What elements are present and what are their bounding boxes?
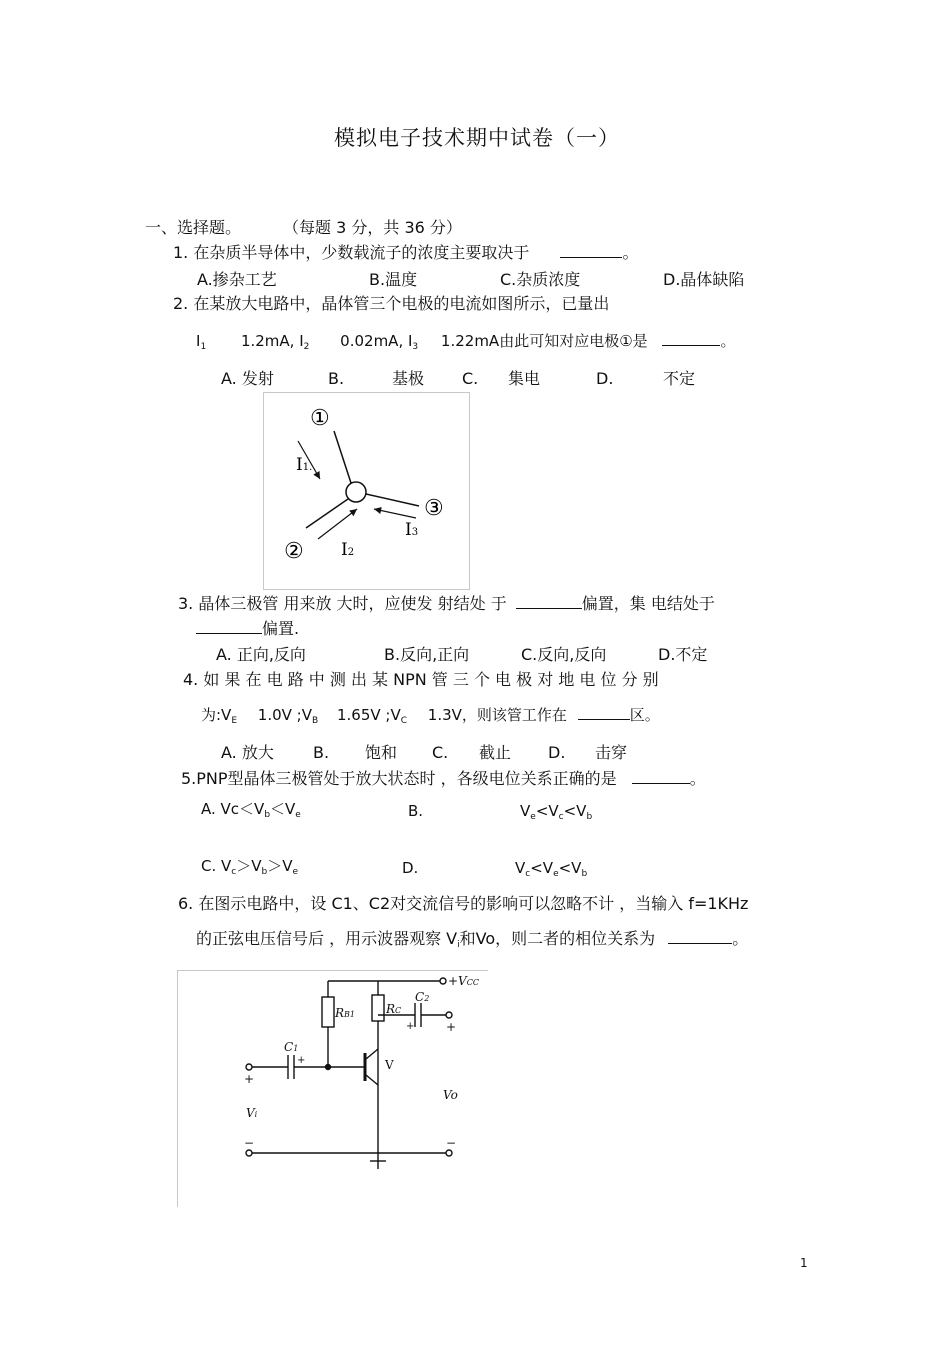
q5-option-c: C. $V_c>V_b>V_e$	[201, 857, 299, 877]
q2-currents	[196, 331, 735, 357]
q6-vi-sub: i	[457, 940, 460, 950]
q2-option-a: A. 发射	[221, 369, 274, 388]
lead-3	[366, 494, 419, 506]
transistor-collector	[366, 1049, 378, 1059]
label-n2: ②	[284, 539, 304, 564]
label-vcc: +VCC	[448, 974, 479, 988]
q4-option-b: 饱和	[365, 743, 398, 762]
q4-vb-sub: B	[312, 716, 319, 726]
transistor-current-figure	[263, 392, 470, 590]
amplifier-circuit-diagram	[178, 971, 488, 1207]
q5-stem-text: 5.PNP型晶体三极管处于放大状态时 ，各级电位关系正确的是	[181, 769, 617, 788]
q5-option-b: $V_e<V_c<V_b$	[520, 802, 593, 822]
answer-blank	[196, 619, 262, 634]
section-header: 一、选择题。	[145, 218, 242, 237]
q3-option-d: D.不定	[658, 645, 708, 664]
answer-blank	[560, 243, 622, 258]
q6-end: 。	[732, 929, 749, 948]
q4-option-d-letter: D.	[548, 743, 566, 762]
q4-vc-sub: C	[400, 716, 408, 726]
q2-option-d-letter: D.	[596, 369, 614, 388]
q2-option-c-letter: C.	[462, 369, 479, 388]
q2-i1-sub: 1	[200, 342, 207, 352]
q2-option-b-letter: B.	[328, 369, 345, 388]
label-n1: ①	[310, 406, 330, 431]
arrow-i3	[374, 509, 416, 518]
q5-option-c-text: C. V	[201, 857, 232, 875]
label-vo-plus: +	[446, 1020, 457, 1034]
vo-minus-terminal	[446, 1150, 452, 1156]
q2-option-b: 基极	[392, 369, 425, 388]
q1-end: 。	[622, 243, 639, 262]
page-number: 1	[800, 1256, 808, 1270]
node-circle	[346, 482, 366, 502]
label-vi: Vi	[246, 1106, 258, 1120]
q1-stem-text: 1. 在杂质半导体中，少数载流子的浓度主要取决于	[173, 243, 530, 262]
label-i2: I2	[341, 540, 355, 560]
vi-plus-terminal	[246, 1064, 252, 1070]
label-i3: I3	[405, 520, 419, 540]
q4-option-c-letter: C.	[432, 743, 449, 762]
q4-option-b-letter: B.	[313, 743, 330, 762]
q4-option-d: 击穿	[595, 743, 628, 762]
q2-i1-value: 1.2mA, I	[240, 332, 304, 350]
q5-end: 。	[689, 769, 706, 788]
q3-line2	[196, 619, 299, 639]
q2-i3-value: 1.22mA	[440, 332, 500, 350]
junction-dot	[326, 1065, 331, 1070]
q4-vb-value: 1.65V ;V	[336, 706, 401, 724]
label-c1: C1	[284, 1040, 299, 1054]
answer-blank	[578, 705, 630, 720]
answer-blank	[516, 594, 582, 609]
label-rc: RC	[386, 1002, 402, 1016]
q1-stem	[173, 243, 638, 263]
q3-line1-b: 偏置，集 电结处于	[581, 594, 715, 613]
page-title: 模拟电子技术期中试卷（一）	[334, 126, 620, 150]
arrow-i2	[318, 509, 357, 539]
q6-line2-a: 的正弦电压信号后 ，用示波器观察 V	[196, 929, 458, 948]
q6-line2	[196, 929, 748, 955]
label-c2-plus: +	[406, 1021, 415, 1032]
q2-i3-sub: 3	[412, 342, 419, 352]
q4-option-c: 截止	[479, 743, 512, 762]
rb1-resistor	[322, 997, 334, 1027]
q2-i1: I	[196, 332, 201, 350]
lead-1	[334, 431, 351, 483]
label-c1-plus: +	[297, 1055, 306, 1066]
q5-option-a: A. $Vc<V_b<V_e$	[201, 800, 301, 820]
label-vi-minus: −	[244, 1136, 255, 1150]
label-rb1: RB1	[335, 1006, 356, 1020]
q3-line1-a: 3. 晶体三极管 用来放 大时，应使发 射结处 于	[178, 594, 507, 613]
q3-option-c: C.反向,反向	[521, 645, 607, 664]
transistor-emitter	[366, 1075, 378, 1085]
vo-plus-terminal	[446, 1012, 452, 1018]
q4-ve-value: 1.0V ;V	[257, 706, 312, 724]
vcc-terminal	[440, 978, 446, 984]
q4-vc-value: 1.3V，则该管工作在	[427, 706, 567, 724]
q2-stem: 2. 在某放大电路中，晶体管三个电极的电流如图所示，已量出	[173, 294, 610, 313]
q5-stem	[181, 769, 706, 789]
amplifier-circuit-figure	[177, 970, 488, 1207]
answer-blank	[662, 331, 720, 346]
q4-line1: 4. 如 果 在 电 路 中 测 出 某 NPN 管 三 个 电 极 对 地 电 位 分 别	[183, 670, 659, 689]
q4-end: 区。	[629, 706, 660, 724]
vi-minus-terminal	[246, 1150, 252, 1156]
q1-option-c: C.杂质浓度	[500, 270, 581, 289]
label-vi-plus: +	[244, 1072, 255, 1086]
label-c2: C2	[415, 990, 430, 1004]
q6-line1: 6. 在图示电路中，设 C1、C2对交流信号的影响可以忽略不计 ，当输入 f=1KHz	[178, 894, 749, 913]
q1-option-d: D.晶体缺陷	[663, 270, 745, 289]
rc-resistor	[372, 995, 384, 1021]
q5-option-d: $V_c<V_e<V_b$	[515, 859, 588, 879]
label-v: V	[385, 1058, 394, 1072]
q6-line2-b: 和Vo，则二者的相位关系为	[459, 929, 656, 948]
q1-option-b: B.温度	[369, 270, 418, 289]
q3-option-a: A. 正向,反向	[216, 645, 306, 664]
label-i1: I1.	[296, 455, 313, 475]
q2-end: 。	[720, 332, 736, 350]
q3-option-b: B.反向,正向	[384, 645, 470, 664]
q5-option-a-text: A. Vc＜V	[201, 800, 265, 818]
q2-i2-value: 0.02mA, I	[340, 332, 413, 350]
label-vo: Vo	[443, 1088, 458, 1102]
q5-option-d-letter: D.	[402, 859, 419, 877]
transistor-current-diagram	[264, 393, 469, 589]
q2-option-c: 集电	[508, 369, 541, 388]
lead-2	[306, 499, 348, 528]
answer-blank	[668, 929, 732, 944]
q2-option-d: 不定	[663, 369, 696, 388]
label-vo-minus: −	[446, 1136, 457, 1150]
section-scoring: （每题 3 分，共 36 分）	[283, 218, 462, 237]
q1-option-a: A.掺杂工艺	[197, 270, 277, 289]
q2-tail: 由此可知对应电极①是	[499, 332, 648, 350]
q4-option-a: A. 放大	[221, 743, 274, 762]
q3-line1	[178, 594, 715, 614]
q5-option-b-letter: B.	[408, 802, 424, 820]
q2-i2-sub: 2	[303, 342, 310, 352]
answer-blank	[632, 769, 690, 784]
label-n3: ③	[424, 496, 444, 521]
q4-p1: 为:V	[201, 706, 232, 724]
q3-line2-text: 偏置.	[262, 619, 300, 638]
q4-line2	[201, 705, 660, 731]
q4-ve-sub: E	[231, 716, 238, 726]
